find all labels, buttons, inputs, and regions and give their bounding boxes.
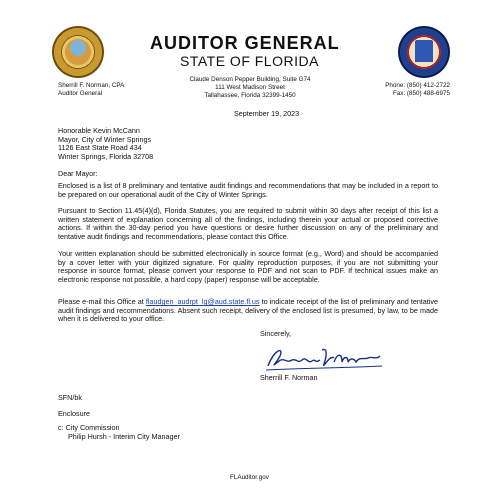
auditor-contact — [58, 82, 124, 98]
auditor-name: Sherrill F. Norman, CPA — [58, 82, 125, 89]
recipient-block — [58, 127, 153, 161]
page-subtitle: STATE OF FLORIDA — [180, 53, 319, 69]
email-link[interactable]: flaudgen_audrpt_lg@aud.state.fl.us — [145, 297, 260, 306]
salutation: Dear Mayor: — [58, 169, 98, 178]
office-address — [180, 76, 320, 100]
enclosure-note: Enclosure — [58, 409, 90, 418]
recipient-line: Honorable Kevin McCann — [58, 126, 140, 135]
page-title: AUDITOR GENERAL — [150, 33, 340, 53]
recipient-line: Winter Springs, Florida 32708 — [58, 151, 154, 161]
phone-number: Phone: (850) 412-2722 — [385, 82, 450, 89]
paragraph-2: Pursuant to Section 11.45(4)(d), Florida Statutes, you are required to submit within 30 days after receipt of this list a written statement of explanation concerning all of the findings, including therein your actual or proposed corrective actions. If within the 30-day period you have questions or desire further discussion on any of the preliminary and tentative audit findings and recommendations, please contact this Office. — [58, 206, 438, 241]
paragraph-4-start: Please e-mail this Office at — [58, 297, 146, 306]
recipient-line: Mayor, City of Winter Springs — [58, 134, 152, 144]
cc-line: Philip Hursh - Interim City Manager — [68, 431, 180, 441]
auditor-title: Auditor General — [58, 90, 103, 97]
signer-name: Sherrill F. Norman — [260, 373, 318, 382]
closing: Sincerely, — [260, 329, 292, 338]
signature-image — [264, 342, 384, 374]
address-line: Tallahassee, Florida 32399-1450 — [204, 92, 296, 99]
address-line: Claude Denson Pepper Building, Suite G74 — [189, 76, 311, 83]
address-line: 111 West Madison Street — [215, 84, 285, 91]
paragraph-4-end: to indicate receipt of the list of preliminary and tentative audit findings and recommendations. Absent such receipt, delivery of the enclosed list is presumed, by law, to be made when it is delivered to your office. — [58, 297, 438, 324]
footer-website: FLAuditor.gov — [230, 474, 269, 481]
paragraph-4 — [58, 298, 438, 324]
state-seal-icon — [52, 26, 104, 78]
recipient-line: 1126 East State Road 434 — [58, 143, 142, 153]
paragraph-1: Enclosed is a list of 8 preliminary and tentative audit findings and recommendations that may be included in a report to be prepared on our operational audit of the City of Winter Springs. — [58, 181, 438, 199]
phone-fax — [358, 82, 450, 98]
fax-number: Fax: (850) 488-6975 — [392, 90, 450, 97]
letter-date: September 19, 2023 — [234, 109, 300, 118]
cc-line: c: City Commission — [58, 423, 120, 432]
auditor-general-seal-icon — [398, 26, 450, 78]
paragraph-3: Your written explanation should be submitted electronically in source format (e.g., Word) and should be accompanied by a cover letter with your digitized signature. For quality reproduction purposes, if you are not submitting your response in source format, please convert your response to PDF and not scan to PDF. If technical issues make an electronic response not possible, a hard copy (paper) response will be acceptable. — [58, 249, 438, 284]
cc-block — [58, 424, 180, 441]
initials: SFN/bk — [58, 393, 82, 402]
